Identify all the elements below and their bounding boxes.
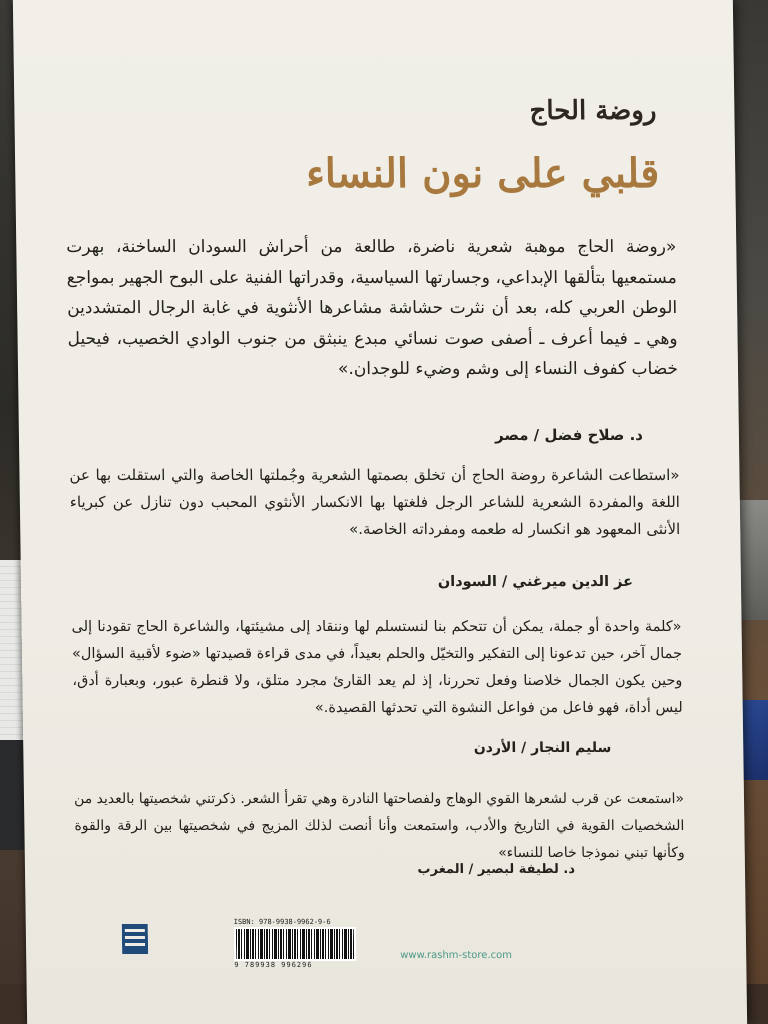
quote-text: «استطاعت الشاعرة روضة الحاج أن تخلق بصمتها الشعرية وجُملتها الخاصة والتي استقلت بها عن اللغة والمفردة الشعرية للشاعر الرجل فلغتها بها الانكسار الأنثوي المحبب دون تنازل عن كبرياء الأنثى المعهود هو انكسار له طعمه ومفرداته الخاصة.» [69, 466, 681, 538]
book-back-cover [13, 0, 747, 1024]
quote-attribution: د. لطيفة لبصير / المغرب [417, 862, 576, 877]
quote-text: «روضة الحاج موهبة شعرية ناضرة، طالعة من أحراش السودان الساخنة، بهرت مستمعيها بتألقها الإبداعي، وجسارتها السياسية، وقدراتها الفنية على البوح الجهير بمواجع الوطن العربي كله، بعد أن نثرت حشاشة مشاعرها الأنثوية في غابة الرجال المتشددين وهي ـ فيما أعرف ـ أصفى صوت نسائي مبدع ينبثق من جنوب الوادي الخصيب، فيحيل خضاب كفوف النساء إلى وشم وضيء للوجدان.» [66, 237, 679, 379]
quote-attribution: عز الدين ميرغني / السودان [437, 574, 634, 590]
cover-content [43, 0, 707, 1024]
quote-text: «كلمة واحدة أو جملة، يمكن أن تتحكم بنا لنستسلم لها وننقاد إلى مشيئتها، والشاعرة الحاج تقودنا إلى جمال آخر، حين تدعونا إلى التفكير والتخيّل والحلم بعيداً، في مدى قراءة قصيدتها «ضوء لأقبية السؤال» وحين يكون الجمال خلاصنا وفعل تحررنا، إذ لم يعد القارئ مجرد متلق، ولا قنطرة عبور، وبعبارة أدق، ليس أداة، فهو فاعل من فواعل النشوة التي تحدثها القصيدة.» [71, 619, 683, 716]
publisher-logo-icon [122, 924, 148, 954]
author-name: روضة الحاج [529, 96, 657, 126]
barcode-digits: 9 789938 996296 [234, 961, 313, 969]
book-title: قلبي على نون النساء [305, 150, 660, 197]
barcode [234, 918, 367, 972]
barcode-bars [234, 927, 356, 961]
quote-text: «استمعت عن قرب لشعرها القوي الوهاج ولفصاحتها النادرة وهي تقرأ الشعر. ذكرتني شخصيتها بالعديد من الشخصيات القوية في التاريخ والأدب، واستمعت وأنا أنصت لذلك المزيج في شخصيتها بين الرقة والقوة وكأنها تبني نموذجا خاصا للنساء» [73, 791, 685, 861]
quote-attribution: د. صلاح فضل / مصر [494, 426, 644, 444]
quote-attribution: سليم النجار / الأردن [473, 740, 612, 756]
isbn-label: ISBN: 978-9938-9962-9-6 [233, 918, 331, 926]
publisher-website: www.rashm-store.com [400, 950, 513, 961]
